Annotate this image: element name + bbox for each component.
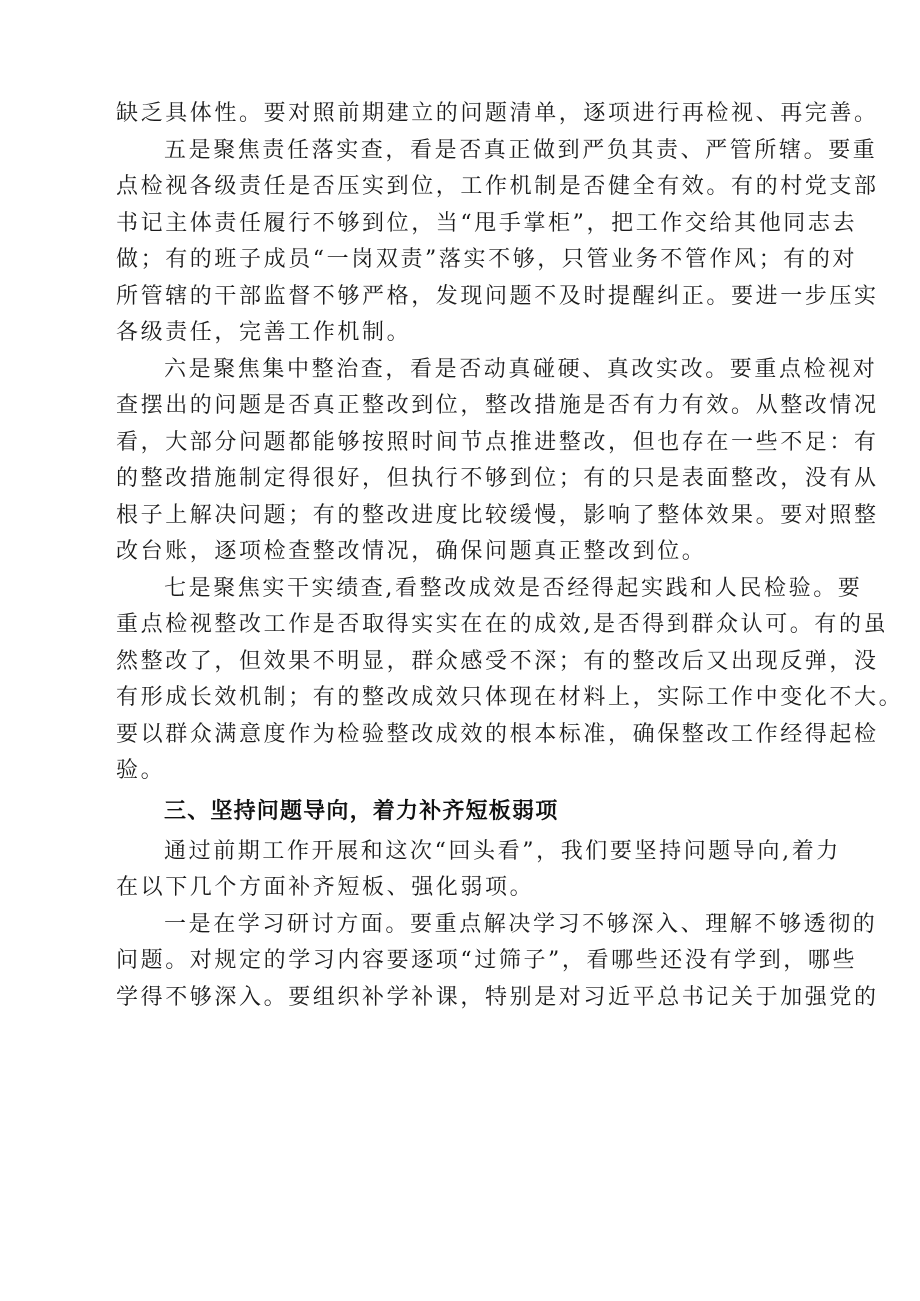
- document-body: [116, 96, 904, 1016]
- text-line: 所管辖的干部监督不够严格，发现问题不及时提醒纠正。要进一步压实: [116, 283, 879, 309]
- text-line: 改台账，逐项检查整改情况，确保问题真正整改到位。: [116, 539, 707, 564]
- paragraph-six-rectification: [116, 352, 879, 571]
- text-line: 看，大部分问题都能够按照时间节点推进整改，但也存在一些不足：有: [116, 429, 879, 455]
- text-line: 书记主体责任履行不够到位，当“甩手掌柜”，把工作交给其他同志去: [116, 210, 858, 236]
- text-line: 七是聚焦实干实绩查,看整改成效是否经得起实践和人民检验。要: [164, 575, 863, 601]
- text-line: 重点检视整改工作是否取得实实在在的成效,是否得到群众认可。有的虽: [116, 612, 889, 637]
- text-line: 的整改措施制定得很好，但执行不够到位；有的只是表面整改，没有从: [116, 466, 879, 491]
- paragraph-seven-results: [116, 571, 904, 790]
- text-line: 点检视各级责任是否压实到位，工作机制是否健全有效。有的村党支部: [116, 174, 879, 199]
- text-line: 验。: [116, 758, 166, 783]
- text-line: 六是聚焦集中整治查，看是否动真碰硬、真改实改。要重点检视对: [164, 356, 878, 382]
- text-line: 一是在学习研讨方面。要重点解决学习不够深入、理解不够透彻的: [164, 911, 878, 937]
- text-line: 各级责任，完善工作机制。: [116, 320, 412, 345]
- section-heading: 三、坚持问题导向，着力补齐短板弱项: [164, 798, 559, 824]
- text-line: 通过前期工作开展和这次“回头看”，我们要坚持问题导向,着力: [164, 838, 841, 864]
- text-line: 问题。对规定的学习内容要逐项“过筛子”，看哪些还没有学到，哪些: [116, 948, 858, 973]
- text-line: 查摆出的问题是否真正整改到位，整改措施是否有力有效。从整改情况: [116, 393, 879, 418]
- text-line: 学得不够深入。要组织补学补课，特别是对习近平总书记关于加强党的: [116, 984, 879, 1010]
- text-line: 五是聚焦责任落实查，看是否真正做到严负其责、严管所辖。要重: [164, 137, 878, 163]
- text-line: 然整改了，但效果不明显，群众感受不深；有的整改后又出现反弹，没: [116, 648, 879, 674]
- text-line: 根子上解决问题；有的整改进度比较缓慢，影响了整体效果。要对照整: [116, 502, 879, 528]
- paragraph-intro: [116, 834, 841, 907]
- text-line: 要以群众满意度作为检验整改成效的根本标准，确保整改工作经得起检: [116, 721, 879, 747]
- paragraph-five-responsibility: [116, 133, 879, 352]
- paragraph-one-study: [116, 907, 879, 1017]
- text-line: 在以下几个方面补齐短板、强化弱项。: [116, 875, 535, 900]
- text-line: 缺乏具体性。要对照前期建立的问题清单，逐项进行再检视、再完善。: [116, 101, 879, 126]
- text-line: 有形成长效机制；有的整改成效只体现在材料上，实际工作中变化不大。: [116, 685, 904, 710]
- paragraph-continuation: [116, 96, 879, 133]
- text-line: 做；有的班子成员“一岗双责”落实不够，只管业务不管作风；有的对: [116, 247, 858, 272]
